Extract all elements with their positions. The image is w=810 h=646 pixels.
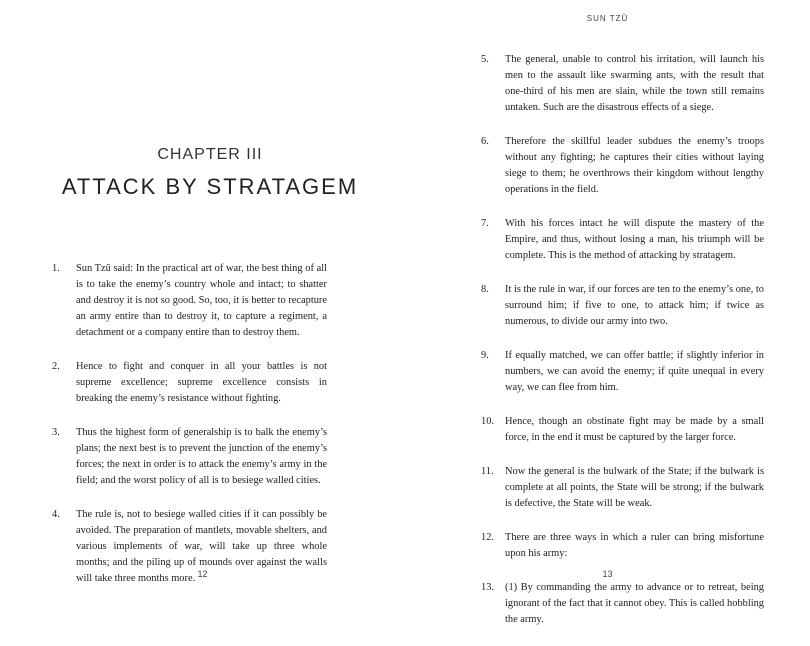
paragraph-text: Therefore the skillful leader subdues the enemy’s troops without any fighting; he captures their cities without laying siege to them; he overthrows their kingdom without lengthy operations in the field. bbox=[505, 136, 764, 195]
paragraph-number: 6. bbox=[481, 136, 489, 147]
paragraph-text: The rule is, not to besiege walled cities if it can possibly be avoided. The preparation of mantlets, movable shelters, and various implements of war, will take up three whole months; and the piling up of mounds over against the walls will take three months more. bbox=[76, 509, 327, 584]
paragraph bbox=[481, 52, 764, 116]
paragraph-list bbox=[481, 52, 764, 646]
paragraph-number: 10. bbox=[481, 416, 494, 427]
paragraph-text: With his forces intact he will dispute the mastery of the Empire, and thus, without losing a man, his triumph will be complete. This is the method of attacking by stratagem. bbox=[505, 218, 764, 261]
paragraph bbox=[481, 348, 764, 396]
left-page bbox=[0, 0, 405, 597]
paragraph bbox=[481, 282, 764, 330]
paragraph-number: 13. bbox=[481, 582, 494, 593]
paragraph-text: Now the general is the bulwark of the State; if the bulwark is complete at all points, the State will be strong; if the bulwark is defective, the State will be weak. bbox=[505, 466, 764, 509]
chapter-label: CHAPTER III bbox=[157, 146, 263, 163]
chapter-title: ATTACK BY STRATAGEM bbox=[61, 174, 359, 199]
paragraph bbox=[481, 216, 764, 264]
paragraph bbox=[52, 261, 327, 341]
paragraph-text: If equally matched, we can offer battle; if slightly inferior in numbers, we can avoid the enemy; if quite unequal in every way, we can flee from him. bbox=[505, 350, 764, 393]
paragraph-number: 8. bbox=[481, 284, 489, 295]
paragraph-list bbox=[52, 261, 327, 605]
paragraph bbox=[481, 580, 764, 628]
running-head: SUN TZŬ bbox=[586, 14, 629, 23]
paragraph bbox=[481, 414, 764, 446]
paragraph-number: 4. bbox=[52, 509, 60, 520]
paragraph-text: Hence, though an obstinate fight may be made by a small force, in the end it must be captured by the larger force. bbox=[505, 416, 764, 443]
paragraph-number: 11. bbox=[481, 466, 494, 477]
paragraph bbox=[52, 425, 327, 489]
paragraph-number: 3. bbox=[52, 427, 60, 438]
paragraph bbox=[481, 134, 764, 198]
page-number: 12 bbox=[197, 569, 208, 579]
paragraph bbox=[52, 359, 327, 407]
paragraph-number: 7. bbox=[481, 218, 489, 229]
paragraph-text: (1) By commanding the army to advance or to retreat, being ignorant of the fact that it cannot obey. This is called hobbling the army. bbox=[505, 582, 764, 625]
paragraph-text: Thus the highest form of generalship is to balk the enemy’s plans; the next best is to prevent the junction of the enemy’s forces; the next in order is to attack the enemy’s army in the field; and the worst policy of all is to besiege walled cities. bbox=[76, 427, 327, 486]
paragraph bbox=[481, 530, 764, 562]
paragraph bbox=[481, 464, 764, 512]
paragraph-text: The general, unable to control his irritation, will launch his men to the assault like swarming ants, with the result that one-third of his men are slain, while the town still remains untaken. Such are the disastrous effects of a siege. bbox=[505, 54, 764, 113]
paragraph-number: 9. bbox=[481, 350, 489, 361]
paragraph-number: 12. bbox=[481, 532, 494, 543]
paragraph-text: There are three ways in which a ruler can bring misfortune upon his army: bbox=[505, 532, 764, 559]
paragraph-number: 1. bbox=[52, 263, 60, 274]
right-page bbox=[405, 0, 810, 625]
paragraph-text: Hence to fight and conquer in all your battles is not supreme excellence; supreme excellence consists in breaking the enemy’s resistance without fighting. bbox=[76, 361, 327, 404]
page-number: 13 bbox=[602, 569, 613, 579]
paragraph-text: Sun Tzŭ said: In the practical art of war, the best thing of all is to take the enemy’s country whole and intact; to shatter and destroy it is not so good. So, too, it is better to recapture an army entire than to destroy it, to capture a regiment, a detachment or a company entire than to destroy them. bbox=[76, 263, 327, 338]
paragraph-number: 5. bbox=[481, 54, 489, 65]
paragraph-number: 2. bbox=[52, 361, 60, 372]
paragraph-text: It is the rule in war, if our forces are ten to the enemy’s one, to surround him; if five to one, to attack him; if twice as numerous, to divide our army into two. bbox=[505, 284, 764, 327]
